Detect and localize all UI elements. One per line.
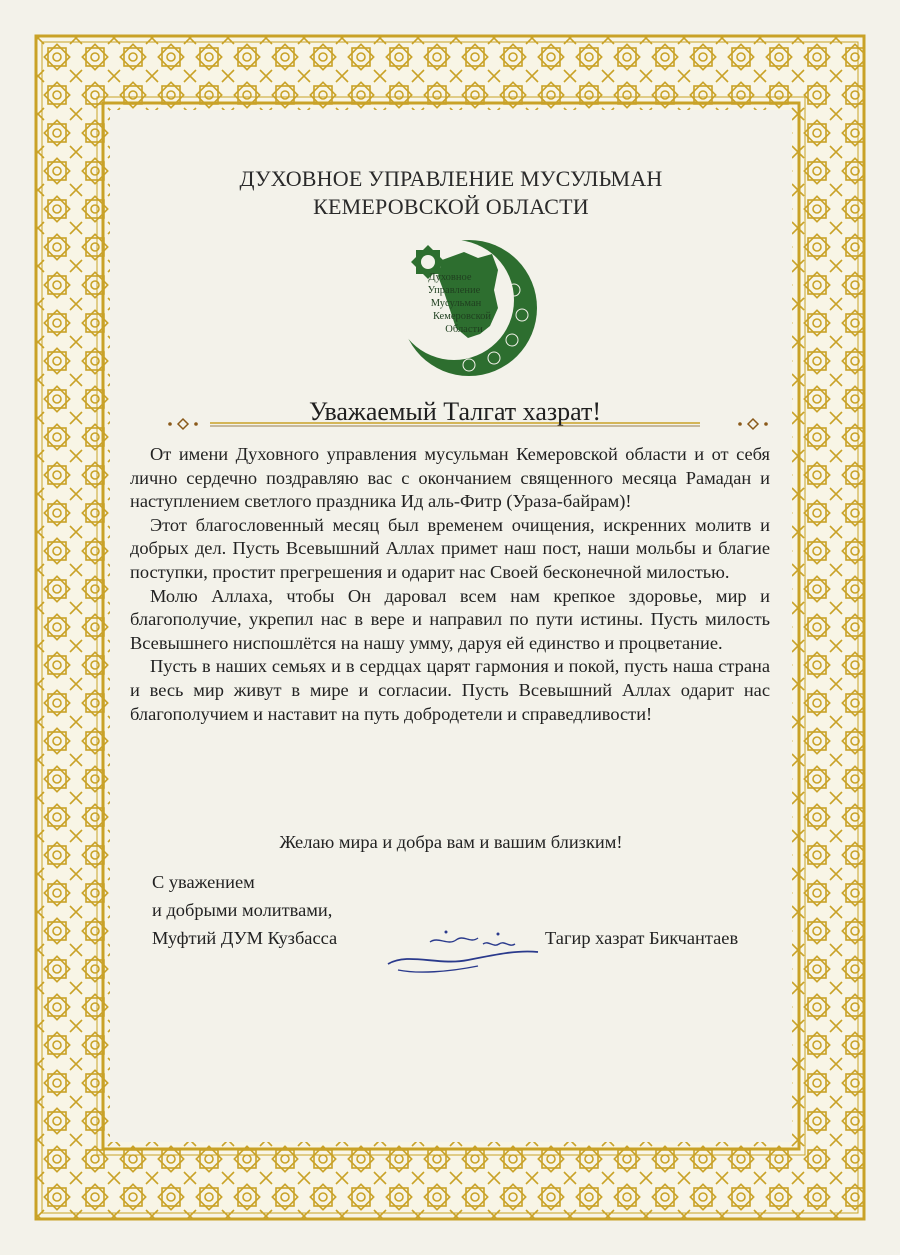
logo-text-line1: Духовное bbox=[428, 272, 472, 283]
sign-off-position: Муфтий ДУМ Кузбасса bbox=[152, 928, 338, 948]
greeting-row bbox=[140, 395, 770, 445]
paragraph-3: Молю Аллаха, чтобы Он даровал всем нам крепкое здоровье, мир и благополучие, укрепил нас в вере и направил по пути истины. Пусть милость Всевышнего ниспошлётся на нашу умму, даруя ей единство и процветание. bbox=[130, 585, 770, 653]
paragraph-4: Пусть в наших семьях и в сердцах царят гармония и покой, пусть наша страна и весь мир живут в мире и согласии. Пусть Всевышний Аллах одарит нас благополучием и наставит на путь добродетели и справедливости! bbox=[130, 656, 770, 724]
logo-text-line3: Мусульман bbox=[430, 298, 482, 309]
org-title-line2: КЕМЕРОВСКОЙ ОБЛАСТИ bbox=[313, 194, 589, 219]
paragraph-2: Этот благословенный месяц был временем очищения, искренних молитв и добрых дел. Пусть Всевышний Аллах примет наш пост, наши мольбы и благие поступки, простит прегрешения и одарит нас Своей бесконечной милостью. bbox=[130, 514, 770, 582]
sign-off-line1: С уважением bbox=[152, 872, 255, 892]
sign-off-line2: и добрыми молитвами, bbox=[152, 900, 333, 920]
letter-body bbox=[110, 110, 792, 1142]
crescent-star-logo-icon bbox=[394, 230, 544, 380]
logo-text-line5: Области bbox=[445, 324, 483, 335]
signatory-name: Тагир хазрат Бикчантаев bbox=[545, 928, 739, 948]
logo-text-line2: Управление bbox=[427, 285, 481, 296]
paragraph-1: От имени Духовного управления мусульман Кемеровской области и от себя лично сердечно поздравляю вас с окончанием священного месяца Рамадан и наступлением светлого праздника Ид аль-Фитр (Ураза-байрам)! bbox=[130, 444, 770, 512]
closing-wish: Желаю мира и добра вам и вашим близким! bbox=[279, 832, 623, 852]
logo-text-line4: Кемеровской bbox=[432, 311, 492, 322]
handwritten-signature bbox=[378, 922, 558, 982]
letter-paragraphs bbox=[130, 443, 770, 726]
org-title-line1: ДУХОВНОЕ УПРАВЛЕНИЕ МУСУЛЬМАН bbox=[239, 166, 663, 191]
greeting-heading: Уважаемый Талгат хазрат! bbox=[308, 397, 602, 426]
